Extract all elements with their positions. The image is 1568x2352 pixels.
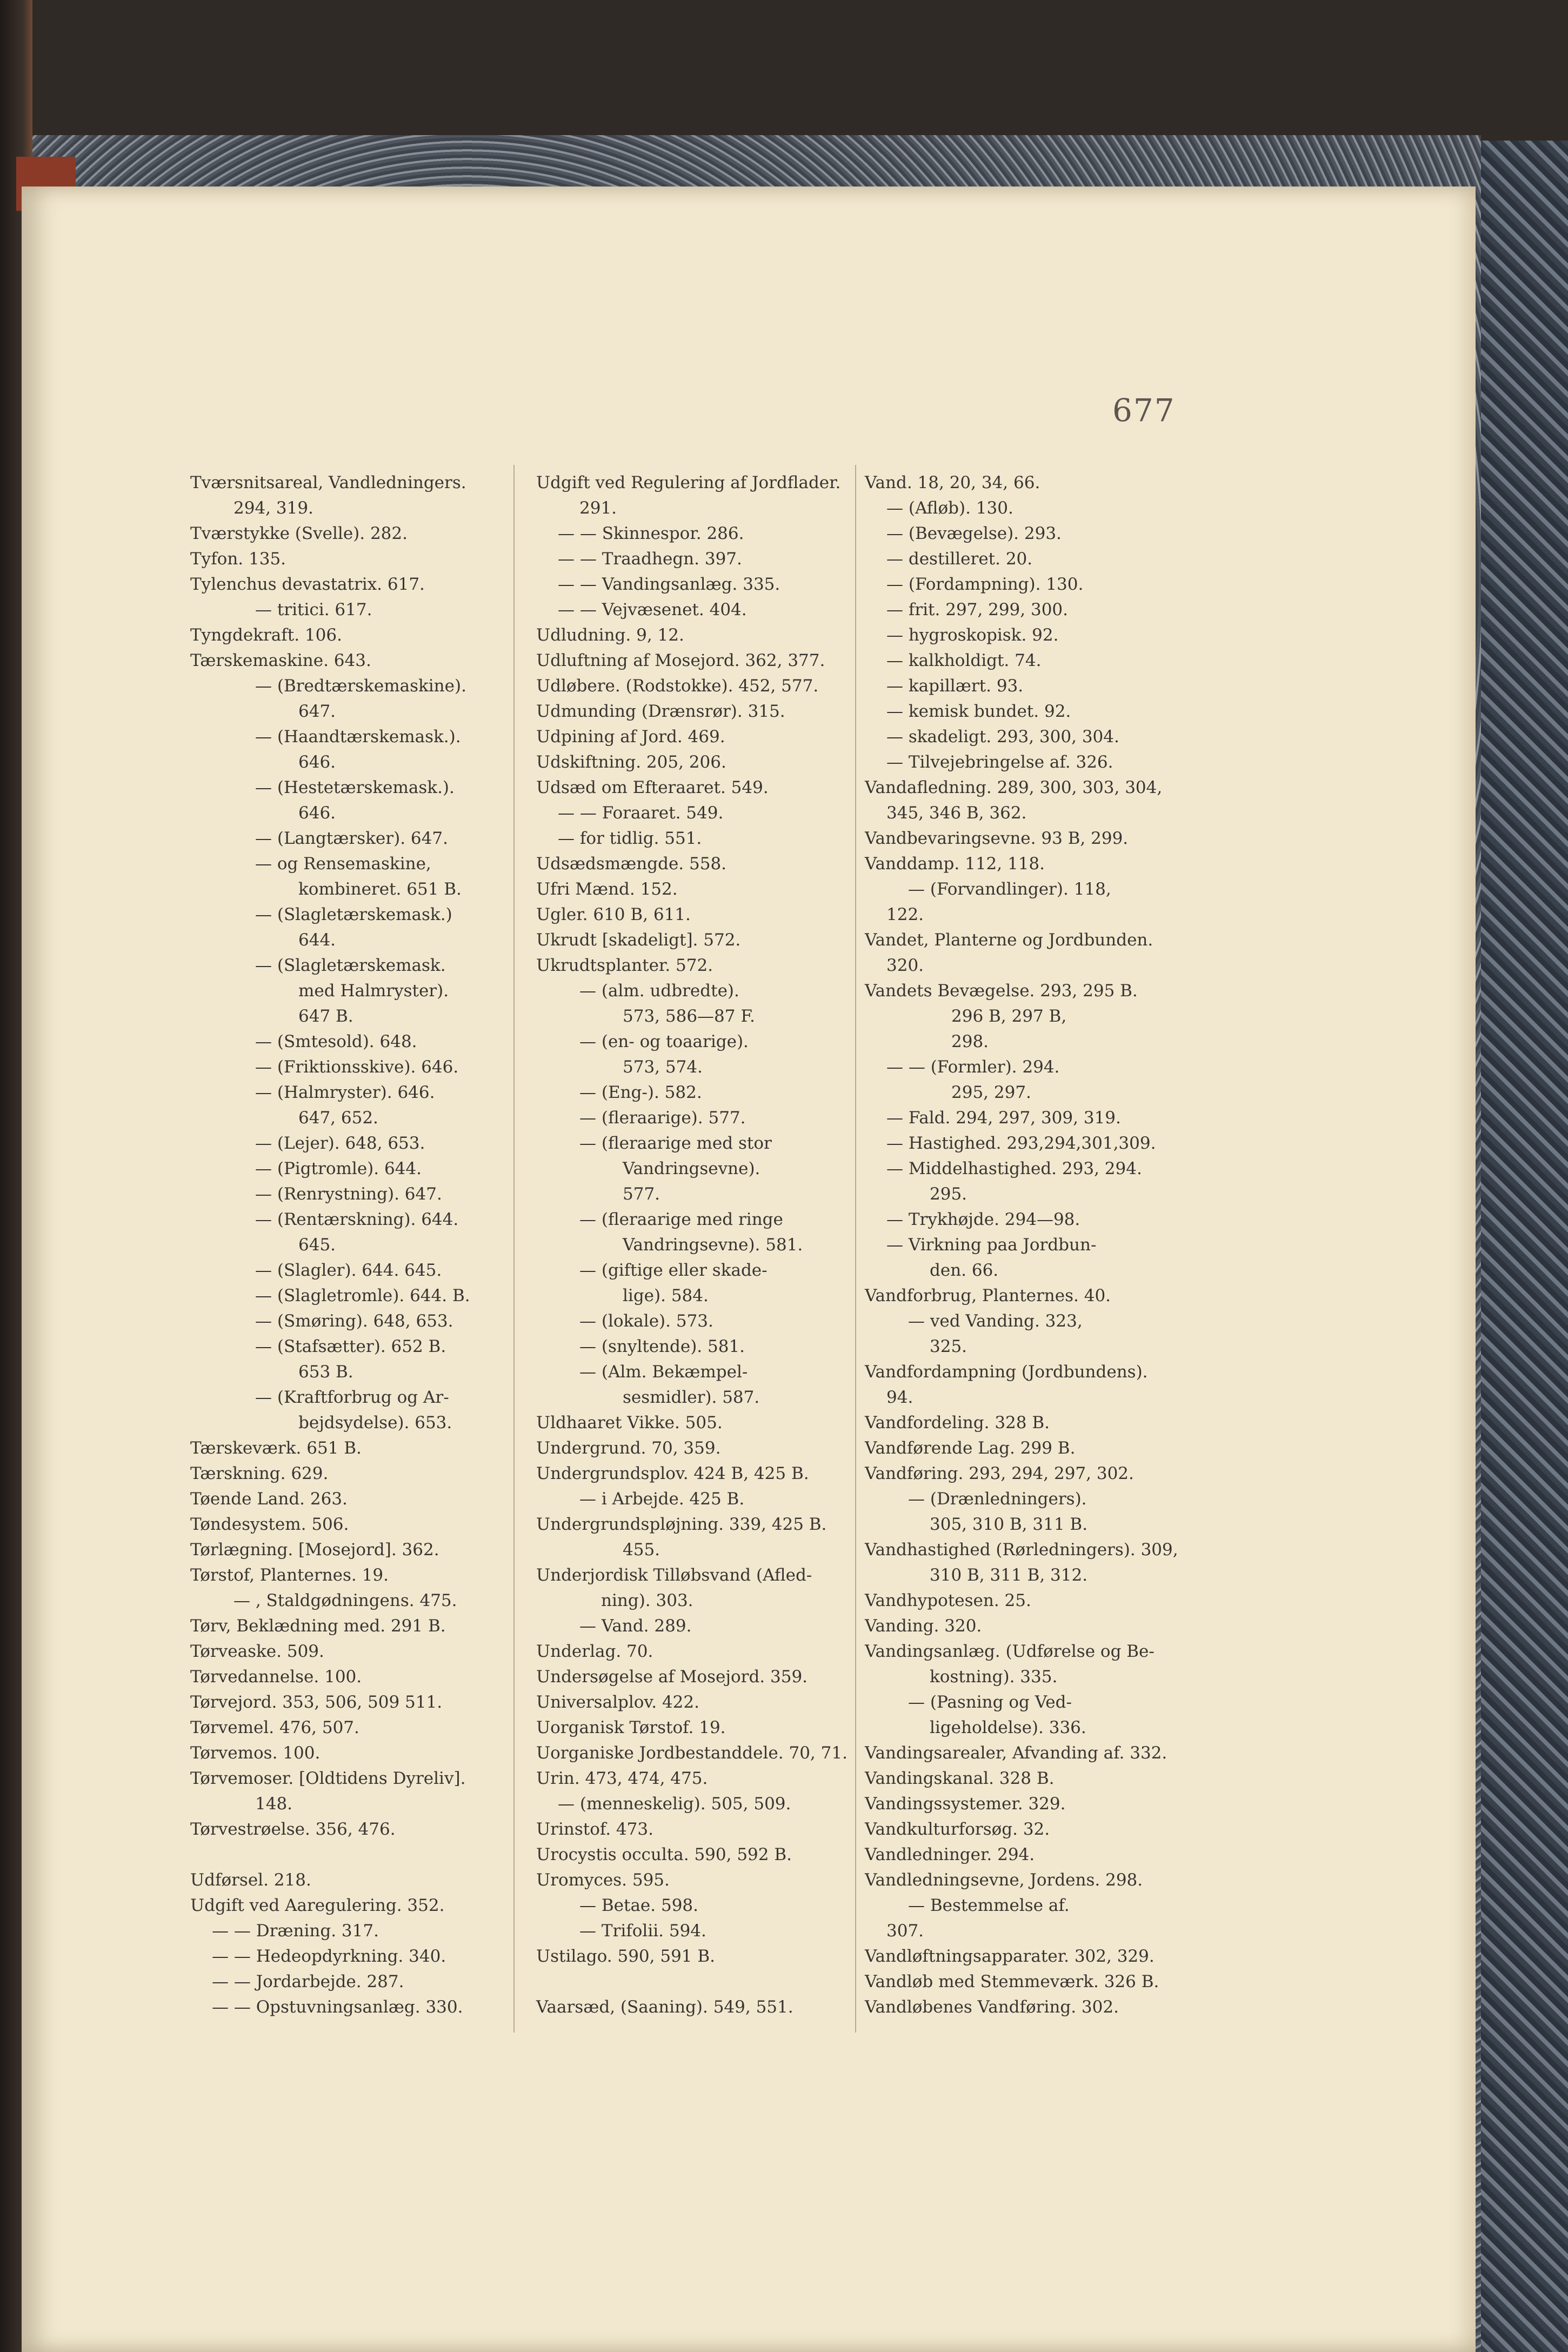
index-entry: — (Pigtromle). 644. [255, 1159, 422, 1178]
index-entry: Tørveaske. 509. [190, 1642, 324, 1661]
index-entry: 298. [951, 1032, 989, 1051]
index-entry: Tørvestrøelse. 356, 476. [190, 1820, 396, 1839]
index-entry: Tærskning. 629. [190, 1464, 329, 1483]
index-entry: — hygroskopisk. 92. [886, 625, 1059, 645]
index-entry: 148. [255, 1794, 293, 1814]
index-entry: Udgift ved Aaregulering. 352. [190, 1896, 445, 1915]
index-entry: — tritici. 617. [255, 600, 372, 619]
index-entry: Udluftning af Mosejord. 362, 377. [536, 651, 825, 670]
index-entry: — Tilvejebringelse af. 326. [886, 752, 1113, 772]
index-entry: Uromyces. 595. [536, 1870, 670, 1890]
index-entry: Vanding. 320. [865, 1616, 982, 1636]
index-entry: — — Traadhegn. 397. [558, 549, 742, 569]
index-entry: ligeholdelse). 336. [930, 1718, 1086, 1737]
index-entry: Vandforbrug, Planternes. 40. [865, 1286, 1111, 1305]
index-entry: — — Opstuvningsanlæg. 330. [212, 1997, 463, 2017]
index-entry: kombineret. 651 B. [298, 879, 462, 899]
index-entry: Underlag. 70. [536, 1642, 653, 1661]
index-entry: 345, 346 B, 362. [886, 803, 1027, 823]
index-entry: Tørstof, Planternes. 19. [190, 1565, 389, 1585]
index-entry: Vandhypotesen. 25. [865, 1591, 1031, 1610]
index-entry: med Halmryster). [298, 981, 449, 1001]
index-entry: Undergrundsplov. 424 B, 425 B. [536, 1464, 809, 1483]
index-entry: Tylenchus devastatrix. 617. [190, 575, 425, 594]
index-entry: — kemisk bundet. 92. [886, 702, 1071, 721]
index-entry: — (lokale). 573. [579, 1311, 713, 1331]
index-entry: 645. [298, 1235, 336, 1255]
index-entry: Vandløftningsapparater. 302, 329. [865, 1947, 1155, 1966]
index-entry: — Betae. 598. [579, 1896, 698, 1915]
index-entry: — Vand. 289. [579, 1616, 692, 1636]
index-entry: Udgift ved Regulering af Jordflader. [536, 473, 841, 492]
index-entry: — Middelhastighed. 293, 294. [886, 1159, 1142, 1178]
index-entry: — (Pasning og Ved- [908, 1693, 1072, 1712]
index-entry: Vanddamp. 112, 118. [865, 854, 1045, 874]
index-entry: Vandledninger. 294. [865, 1845, 1035, 1864]
index-entry: Vandløb med Stemmeværk. 326 B. [865, 1972, 1159, 1991]
index-entry: Ukrudtsplanter. 572. [536, 956, 713, 975]
index-entry: Udsædsmængde. 558. [536, 854, 727, 874]
index-entry: Vandbevaringsevne. 93 B, 299. [865, 829, 1129, 848]
index-entry: Uorganisk Tørstof. 19. [536, 1718, 726, 1737]
index-entry: 320. [886, 956, 924, 975]
index-entry: 305, 310 B, 311 B. [930, 1515, 1088, 1534]
index-entry: Tyfon. 135. [190, 549, 286, 569]
index-entry: — , Staldgødningens. 475. [233, 1591, 457, 1610]
index-entry: Vandingssystemer. 329. [865, 1794, 1066, 1814]
index-entry: — Bestemmelse af. [908, 1896, 1070, 1915]
index-entry: — (Fordampning). 130. [886, 575, 1084, 594]
index-entry: Undergrund. 70, 359. [536, 1438, 721, 1458]
index-entry: — (Kraftforbrug og Ar- [255, 1388, 449, 1407]
index-entry: 647, 652. [298, 1108, 378, 1128]
index-entry: — — Jordarbejde. 287. [212, 1972, 404, 1991]
index-entry: — (Bevægelse). 293. [886, 524, 1062, 543]
index-entry: Tøende Land. 263. [190, 1489, 348, 1509]
index-entry: Vandfordeling. 328 B. [865, 1413, 1050, 1432]
index-entry: Tværsnitsareal, Vandledningers. [190, 473, 466, 492]
index-entry: Ufri Mænd. 152. [536, 879, 678, 899]
index-entry: — (Rentærskning). 644. [255, 1210, 459, 1229]
index-entry: — — Vejvæsenet. 404. [558, 600, 747, 619]
marbled-board-edge [1481, 141, 1568, 2352]
index-entry: — (Smøring). 648, 653. [255, 1311, 453, 1331]
index-entry: — (giftige eller skade- [579, 1261, 768, 1280]
index-entry: — ved Vanding. 323, [908, 1311, 1083, 1331]
index-entry: — Trifolii. 594. [579, 1921, 706, 1941]
index-entry: lige). 584. [623, 1286, 709, 1305]
index-entry: — (alm. udbredte). [579, 981, 739, 1001]
index-entry: — Hastighed. 293,294,301,309. [886, 1134, 1156, 1153]
index-entry: — (Smtesold). 648. [255, 1032, 417, 1051]
index-entry: Uorganiske Jordbestanddele. 70, 71. [536, 1743, 848, 1763]
index-entry: bejdsydelse). 653. [298, 1413, 452, 1432]
index-entry: Vaarsæd, (Saaning). 549, 551. [536, 1997, 793, 2017]
index-entry: Udsæd om Efteraaret. 549. [536, 778, 769, 797]
index-entry: — i Arbejde. 425 B. [579, 1489, 745, 1509]
index-entry: Tværstykke (Svelle). 282. [190, 524, 408, 543]
index-entry: Tørvemoser. [Oldtidens Dyreliv]. [190, 1769, 466, 1788]
index-entry: Ukrudt [skadeligt]. 572. [536, 930, 741, 950]
index-entry: — kalkholdigt. 74. [886, 651, 1042, 670]
index-column-2 [536, 470, 855, 2020]
index-entry: Vandingskanal. 328 B. [865, 1769, 1055, 1788]
index-entry: Tærskemaskine. 643. [190, 651, 371, 670]
index-entry: — (Slagletærskemask. [255, 956, 446, 975]
index-entry: Vand. 18, 20, 34, 66. [865, 473, 1040, 492]
index-entry: — (Haandtærskemask.). [255, 727, 461, 747]
index-entry: — — Dræning. 317. [212, 1921, 379, 1941]
index-spacer [190, 1842, 515, 1868]
index-entry: — — Hedeopdyrkning. 340. [212, 1947, 446, 1966]
page-number: 677 [1112, 392, 1176, 429]
index-entry: — Trykhøjde. 294—98. [886, 1210, 1080, 1229]
index-entry: — (Alm. Bekæmpel- [579, 1362, 748, 1382]
index-entry: — (snyltende). 581. [579, 1337, 745, 1356]
index-entry: Vandafledning. 289, 300, 303, 304, [865, 778, 1163, 797]
index-entry: — (Drænledningers). [908, 1489, 1087, 1509]
index-entry: Tørv, Beklædning med. 291 B. [190, 1616, 446, 1636]
index-entry: Underjordisk Tilløbsvand (Afled- [536, 1565, 812, 1585]
index-entry: sesmidler). 587. [623, 1388, 760, 1407]
index-entry: Vandingsanlæg. (Udførelse og Be- [865, 1642, 1155, 1661]
index-entry: — (Eng-). 582. [579, 1083, 702, 1102]
index-entry: Vandets Bevægelse. 293, 295 B. [865, 981, 1138, 1001]
index-spacer [536, 1969, 855, 1995]
index-entry: — (Renrystning). 647. [255, 1184, 442, 1204]
index-entry: 291. [579, 498, 617, 518]
index-entry: — (fleraarige med stor [579, 1134, 772, 1153]
index-entry: — (Slagler). 644. 645. [255, 1261, 442, 1280]
index-entry: — (Hestetærskemask.). [255, 778, 455, 797]
index-entry: Uldhaaret Vikke. 505. [536, 1413, 723, 1432]
index-entry: Urin. 473, 474, 475. [536, 1769, 708, 1788]
index-entry: Tørvedannelse. 100. [190, 1667, 362, 1687]
index-entry: 573, 586—87 F. [623, 1007, 755, 1026]
index-entry: Vandledningsevne, Jordens. 298. [865, 1870, 1143, 1890]
index-entry: 122. [886, 905, 924, 924]
index-entry: Vandingsarealer, Afvanding af. 332. [865, 1743, 1167, 1763]
column-divider [855, 465, 856, 2033]
index-entry: Urinstof. 473. [536, 1820, 653, 1839]
index-entry: 310 B, 311 B, 312. [930, 1565, 1088, 1585]
index-entry: — — Vandingsanlæg. 335. [558, 575, 780, 594]
index-entry: — (Lejer). 648, 653. [255, 1134, 425, 1153]
index-entry: 307. [886, 1921, 924, 1941]
index-entry: Tøndesystem. 506. [190, 1515, 349, 1534]
index-entry: — (Halmryster). 646. [255, 1083, 435, 1102]
index-entry: — — Skinnespor. 286. [558, 524, 744, 543]
index-entry: 295. [930, 1184, 968, 1204]
index-entry: — (en- og toaarige). [579, 1032, 749, 1051]
index-entry: 455. [623, 1540, 660, 1560]
index-entry: kostning). 335. [930, 1667, 1058, 1687]
index-entry: Vandet, Planterne og Jordbunden. [865, 930, 1153, 950]
index-entry: — (Langtærsker). 647. [255, 829, 448, 848]
index-column-3 [865, 470, 1184, 2020]
index-entry: 296 B, 297 B, [951, 1007, 1067, 1026]
index-entry: Vandringsevne). 581. [623, 1235, 803, 1255]
index-entry: Universalplov. 422. [536, 1693, 699, 1712]
index-entry: 294, 319. [233, 498, 313, 518]
index-entry: ning). 303. [601, 1591, 693, 1610]
index-entry: Vandføring. 293, 294, 297, 302. [865, 1464, 1134, 1483]
index-entry: Ugler. 610 B, 611. [536, 905, 691, 924]
index-entry: Vandførende Lag. 299 B. [865, 1438, 1076, 1458]
index-entry: Udløbere. (Rodstokke). 452, 577. [536, 676, 819, 696]
index-entry: Tørlægning. [Mosejord]. 362. [190, 1540, 439, 1560]
index-entry: Undersøgelse af Mosejord. 359. [536, 1667, 808, 1687]
index-entry: Vandløbenes Vandføring. 302. [865, 1997, 1119, 2017]
index-entry: — destilleret. 20. [886, 549, 1033, 569]
index-entry: Vandfordampning (Jordbundens). [865, 1362, 1148, 1382]
index-entry: 325. [930, 1337, 968, 1356]
index-entry: — Virkning paa Jordbun- [886, 1235, 1097, 1255]
index-entry: — (Stafsætter). 652 B. [255, 1337, 446, 1356]
index-entry: — kapillært. 93. [886, 676, 1024, 696]
index-entry: — (Afløb). 130. [886, 498, 1013, 518]
index-entry: 94. [886, 1388, 913, 1407]
index-entry: — — Foraaret. 549. [558, 803, 724, 823]
index-entry: Ustilago. 590, 591 B. [536, 1947, 716, 1966]
index-entry: Tærskeværk. 651 B. [190, 1438, 362, 1458]
index-entry: — skadeligt. 293, 300, 304. [886, 727, 1119, 747]
index-entry: — (Forvandlinger). 118, [908, 879, 1111, 899]
index-entry: — (Bredtærskemaskine). [255, 676, 466, 696]
index-entry: Tørvejord. 353, 506, 509 511. [190, 1693, 443, 1712]
index-entry: — og Rensemaskine, [255, 854, 431, 874]
index-entry: 577. [623, 1184, 660, 1204]
index-entry: 646. [298, 752, 336, 772]
index-entry: Udskiftning. 205, 206. [536, 752, 726, 772]
index-entry: — (Slagletærskemask.) [255, 905, 452, 924]
index-entry: — (Slagletromle). 644. B. [255, 1286, 470, 1305]
index-entry: Udludning. 9, 12. [536, 625, 684, 645]
index-entry: Udpining af Jord. 469. [536, 727, 725, 747]
index-entry: 653 B. [298, 1362, 353, 1382]
index-entry: 644. [298, 930, 336, 950]
index-entry: — — (Formler). 294. [886, 1057, 1060, 1077]
index-entry: 647 B. [298, 1007, 353, 1026]
index-entry: Tørvemel. 476, 507. [190, 1718, 359, 1737]
index-entry: Urocystis occulta. 590, 592 B. [536, 1845, 792, 1864]
index-entry: — Fald. 294, 297, 309, 319. [886, 1108, 1121, 1128]
index-entry: 647. [298, 702, 336, 721]
index-entry: Udmunding (Drænsrør). 315. [536, 702, 785, 721]
index-entry: 295, 297. [951, 1083, 1031, 1102]
index-entry: Vandkulturforsøg. 32. [865, 1820, 1050, 1839]
index-entry: — frit. 297, 299, 300. [886, 600, 1069, 619]
index-entry: Vandringsevne). [623, 1159, 760, 1178]
index-entry: Tørvemos. 100. [190, 1743, 321, 1763]
index-entry: 573, 574. [623, 1057, 703, 1077]
index-entry: — for tidlig. 551. [558, 829, 702, 848]
index-entry: Udførsel. 218. [190, 1870, 311, 1890]
index-entry: — (fleraarige). 577. [579, 1108, 746, 1128]
index-entry: — (Friktionsskive). 646. [255, 1057, 459, 1077]
index-entry: Undergrundspløjning. 339, 425 B. [536, 1515, 827, 1534]
index-entry: Vandhastighed (Rørledningers). 309, [865, 1540, 1178, 1560]
index-column-1 [190, 470, 515, 2020]
index-entry: Tyngdekraft. 106. [190, 625, 342, 645]
index-entry: — (menneskelig). 505, 509. [558, 1794, 791, 1814]
index-entry: 646. [298, 803, 336, 823]
index-entry: — (fleraarige med ringe [579, 1210, 783, 1229]
index-entry: den. 66. [930, 1261, 999, 1280]
